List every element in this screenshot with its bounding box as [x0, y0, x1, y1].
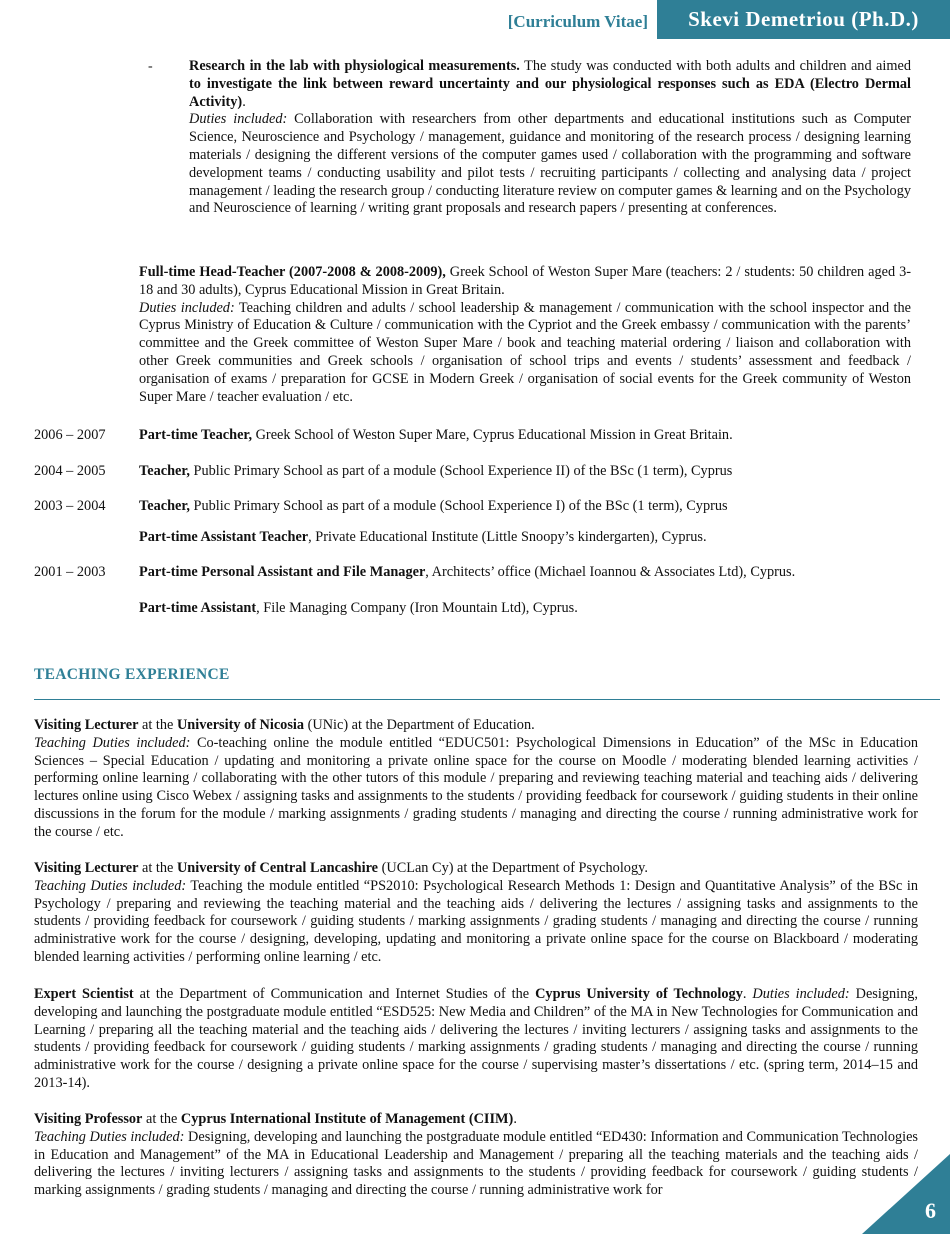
head-teacher-duties: Teaching children and adults / school leadership & management / communication with the school inspector and the Cyprus Ministry of Education & Culture / communication with the Cypriot and the Greek embassy / communication with the parents’ committee and the Greek committee of Weston Super Mare / book and teaching material ordering / liaison and collaboration with other Greek communities and Greek schools / organisation of school trips and events / students’ assessment and feedback / organisation of exams / preparation for GCSE in Modern Greek / organisation of social events for the Greek community of Weston Super Mare / teacher evaluation / etc. — [139, 299, 911, 405]
teaching-entry-ciim — [34, 1111, 918, 1199]
timeline-desc: Public Primary School as part of a module (School Experience II) of the BSc (1 term), Cyprus — [189, 463, 733, 479]
teaching-duties: Co-teaching online the module entitled “EDUC501: Psychological Dimensions in Education” of the MSc in Education Sciences – Special Education / updating and monitoring a private online space for the course on Moodle / moderating blended learning activities / performing online learning / collaborating with the other tutors of this module / preparing and reviewing teaching material and teaching aids / delivering lectures online using Cisco Webex / assigning tasks and assignments to the students / providing feedback for coursework / guiding students in their online discussions in the forum for the module / marking assignments / grading students / managing and directing the course / running administrative work for the course / etc. — [34, 734, 918, 840]
timeline-year: 2004 – 2005 — [34, 463, 106, 479]
research-title: Research in the lab with physiological measurements. — [189, 58, 520, 74]
teaching-duties-label: Teaching Duties included: — [34, 1128, 185, 1145]
teaching-duties: Teaching the module entitled “PS2010: Psychological Research Methods 1: Design and Quantitative Analysis” of the BSc in Psychology / preparing and reviewing the teaching material and the teaching aids / delivering the lectures / assigning tasks and assignments to the students / providing feedback for coursework / guiding students / marking assignments / grading students / managing and directing the course / running administrative work for the course / designing, developing, updating and monitoring a private online space for the course on Blackboard / moderating blended learning activities / performing online learning / etc. — [34, 877, 918, 965]
section-title-teaching: TEACHING EXPERIENCE — [34, 666, 230, 683]
research-aim: to investigate the link between reward uncertainty and our physiological responses such as EDA (Electro Dermal Activity) — [189, 75, 911, 110]
teaching-at: at the — [138, 717, 177, 733]
bullet-dash: - — [148, 59, 153, 74]
head-teacher-title: Full-time Head-Teacher (2007-2008 & 2008-2009), — [139, 264, 446, 280]
teaching-duties: Designing, developing and launching the postgraduate module entitled “ED430: Information and Communication Technologies in Education and Management” of the MA in Educational Leadership and Management / preparing all the teaching materials and the teaching aids / delivering the lectures / inviting lecturers / assigning tasks and assignments to the students / providing feedback for coursework / guiding students / marking assignments / grading students / managing and directing the course / running administrative work for — [34, 1128, 918, 1199]
teaching-duties-label: Duties included: — [752, 986, 850, 1002]
teaching-org: University of Nicosia — [176, 717, 305, 733]
timeline-title: Part-time Assistant Teacher — [139, 529, 309, 545]
teaching-duties-label: Teaching Duties included: — [34, 877, 187, 894]
head-teacher-duties-label: Duties included: — [139, 299, 235, 316]
timeline-year: 2006 – 2007 — [34, 427, 106, 443]
teaching-org: University of Central Lancashire — [176, 860, 379, 876]
research-intro: The study was conducted with both adults and children and aimed — [519, 58, 911, 74]
section-divider — [34, 699, 940, 700]
teaching-org: Cyprus International Institute of Management (CIIM) — [180, 1111, 514, 1127]
timeline-desc: , File Managing Company (Iron Mountain Ltd), Cyprus. — [256, 600, 578, 616]
teaching-rest: (UCLan Cy) at the Department of Psychology. — [378, 860, 648, 876]
research-entry — [189, 58, 911, 218]
teaching-role: Visiting Lecturer — [34, 717, 139, 733]
document-label: [Curriculum Vitae] — [507, 12, 648, 31]
page-number: 6 — [925, 1198, 936, 1223]
head-teacher-entry — [139, 264, 911, 406]
teaching-duties: Designing, developing and launching the postgraduate module entitled “ESD525: New Media and Children” of the MA in New Technologies for Communication and Learning / preparing all the teaching material and the teaching aids / delivering the lectures / inviting lecturers / assigning tasks and assignments to the students / providing feedback for coursework / guiding students / marking assignments / grading students / managing and directing the course / running administrative work for the course / designing a private online space for the course / supervising master’s dissertations / etc. (spring term, 2014–15 and 2013-14). — [34, 986, 918, 1091]
timeline-title: Teacher, — [139, 498, 190, 514]
teaching-at: at the — [142, 1111, 181, 1127]
timeline-title: Part-time Teacher, — [139, 427, 253, 443]
teaching-entry-nicosia — [34, 717, 918, 842]
teaching-role: Visiting Lecturer — [34, 860, 139, 876]
page-corner-triangle — [862, 1154, 950, 1234]
teaching-rest: (UNic) at the Department of Education. — [304, 717, 535, 733]
research-duties-label: Duties included: — [189, 111, 288, 128]
timeline-title: Teacher, — [139, 463, 190, 479]
timeline-title: Part-time Personal Assistant and File Manager — [139, 564, 426, 580]
teaching-role: Visiting Professor — [34, 1111, 143, 1127]
teaching-at: at the Department of Communication and Internet Studies of the — [133, 986, 536, 1002]
research-end: . — [242, 93, 246, 110]
teaching-duties-label: Teaching Duties included: — [34, 734, 191, 751]
timeline-year: 2001 – 2003 — [34, 564, 106, 580]
head-teacher-desc: Greek School of Weston Super Mare (teachers: 2 / students: 50 children aged 3-18 and 30 adults), Cyprus Educational Mission in Great Britain. — [139, 264, 911, 298]
timeline-year: 2003 – 2004 — [34, 498, 106, 514]
teaching-org: Cyprus University of Technology — [535, 986, 743, 1002]
teaching-rest: . — [742, 986, 753, 1002]
teaching-rest: . — [513, 1111, 517, 1127]
teaching-entry-uclan — [34, 860, 918, 967]
timeline-desc: , Private Educational Institute (Little Snoopy’s kindergarten), Cyprus. — [308, 529, 707, 545]
teaching-at: at the — [138, 860, 177, 876]
research-duties: Collaboration with researchers from other departments and educational institutions such as Computer Science, Neuroscience and Psychology / management, guidance and monitoring of the research process / designing learning materials / designing the different versions of the computer games used / collaboration with the programming and software development teams / conducting usability and pilot tests / recruiting participants / collecting and analysing data / project management / leading the research group / conducting literature review on computer games & learning and on the Psychology and Neuroscience of learning / writing grant proposals and research papers / presenting at conferences. — [189, 111, 911, 217]
author-name-banner: Skevi Demetriou (Ph.D.) — [657, 0, 950, 39]
teaching-entry-cut — [34, 986, 918, 1093]
teaching-role: Expert Scientist — [34, 986, 134, 1002]
timeline-desc: , Architects’ office (Michael Ioannou & Associates Ltd), Cyprus. — [425, 564, 796, 580]
timeline-desc: Public Primary School as part of a module (School Experience I) of the BSc (1 term), Cyprus — [189, 498, 728, 514]
timeline-desc: Greek School of Weston Super Mare, Cyprus Educational Mission in Great Britain. — [252, 427, 733, 443]
timeline-title: Part-time Assistant — [139, 600, 257, 616]
